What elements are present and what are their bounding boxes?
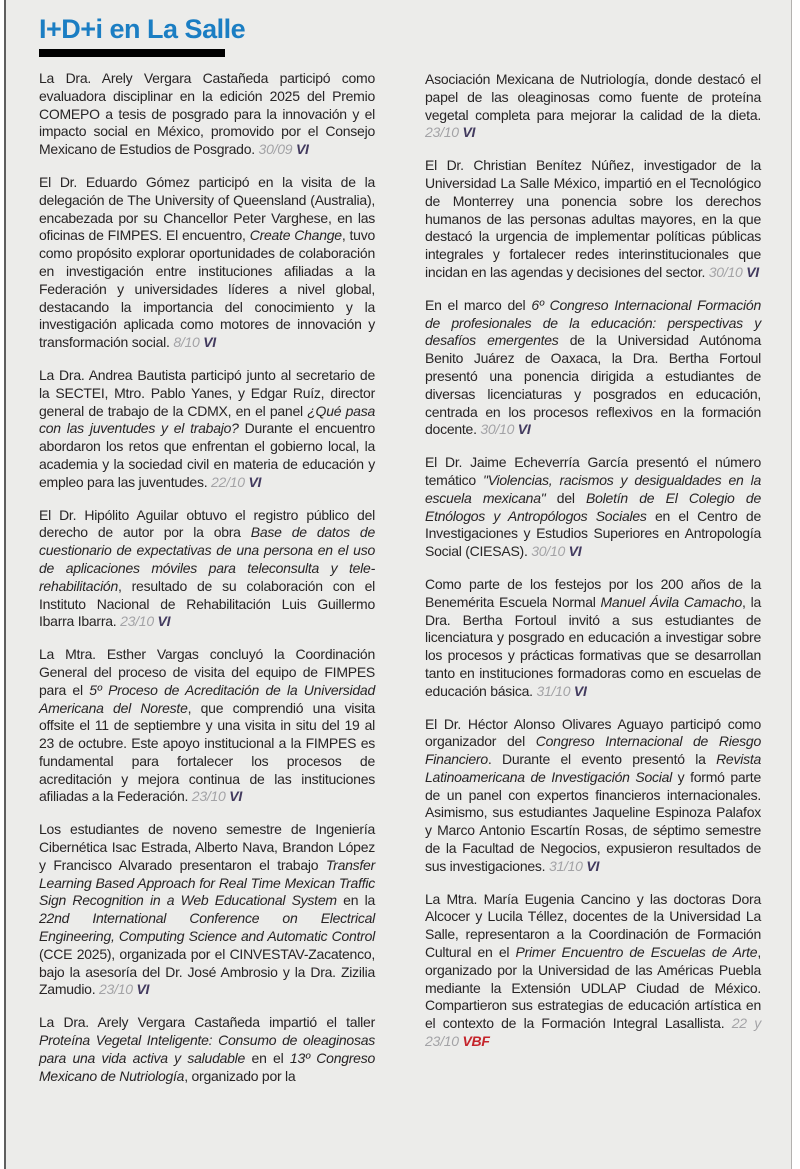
column-left xyxy=(39,14,375,1100)
author-initials: VI xyxy=(157,613,171,630)
text-run: En el marco del xyxy=(425,296,532,313)
entry-date: 31/10 xyxy=(536,682,571,699)
news-paragraph xyxy=(425,891,761,1051)
author-initials: VI xyxy=(229,788,242,805)
text-run: Asociación Mexicana de Nutriología, donde destacó el papel de las oleaginosas como fuente de proteína vegetal completa para mejorar la calidad de la dieta. xyxy=(425,71,761,123)
italic-text-run: Congreso Internacional de Riesgo Financiero xyxy=(425,733,761,768)
italic-text-run: ¿Qué pasa con las juventudes y el trabajo? xyxy=(39,402,375,437)
column-right-paragraphs xyxy=(425,71,761,1051)
author-initials: VI xyxy=(462,124,476,141)
author-initials: VI xyxy=(248,473,262,490)
entry-date: 8/10 xyxy=(173,334,200,351)
text-run: . Durante el evento presentó la xyxy=(487,751,717,768)
news-paragraph xyxy=(39,507,375,632)
author-initials: VI xyxy=(573,682,587,699)
news-paragraph xyxy=(39,646,375,806)
news-paragraph xyxy=(425,716,761,876)
entry-date: 23/10 xyxy=(191,788,226,805)
section-header xyxy=(39,14,375,57)
italic-text-run: Boletín de El Colegio de Etnólogos y Antropólogos Sociales xyxy=(425,489,761,524)
italic-text-run: 5º Proceso de Acreditación de la Universidad Americana del Noreste xyxy=(39,681,375,716)
text-run: de la Universidad Autónoma Benito Juárez de Oaxaca, la Dra. Bertha Fortoul presentó una ponencia dirigida a estudiantes de diversas licenciaturas y posgrados en educación, centrada en los procesos reflexivos en la formación docente. xyxy=(425,332,761,438)
news-paragraph xyxy=(39,367,375,492)
text-run: , tuvo como propósito explorar oportunidades de colaboración en investigación entre instituciones afiliadas a la Federación y universidades líderes a nivel global, destacando la importancia del conocimiento y la investigación aplicada como motores de innovación y transformación social. xyxy=(39,227,375,351)
text-run: El Dr. Hipólito Aguilar obtuvo el registro público del derecho de autor por la obra xyxy=(39,506,375,541)
italic-text-run: Revista Latinoamericana de Investigación Social xyxy=(425,751,761,785)
text-run: La Mtra. Esther Vargas concluyó la Coordinación General del proceso de visita del equipo de FIMPES para el xyxy=(39,646,375,698)
entry-date: 23/10 xyxy=(425,124,459,141)
entry-date: 30/10 xyxy=(480,421,515,438)
italic-text-run: "Violencias, racismos y desigualdades en la escuela mexicana" xyxy=(425,471,761,506)
text-run: Como parte de los festejos por los 200 años de la Benemérita Escuela Normal xyxy=(425,575,761,610)
news-paragraph xyxy=(39,821,375,999)
italic-text-run: Primer Encuentro de Escuelas de Arte xyxy=(515,944,758,961)
author-initials: VI xyxy=(586,857,600,874)
italic-text-run: 13º Congreso Mexicano de Nutriología xyxy=(39,1049,375,1084)
column-right xyxy=(425,14,761,1100)
italic-text-run: Create Change xyxy=(249,227,342,244)
text-run: , resultado de su colaboración con el Instituto Nacional de Rehabilitación Luis Guillermo Ibarra Ibarra. xyxy=(39,577,375,630)
italic-text-run: Transfer Learning Based Approach for Real Time Mexican Traffic Sign Recognition in a Web Educational System xyxy=(39,856,375,909)
text-run: La Dra. Arely Vergara Castañeda participó como evaluadora disciplinar en la edición 2025 del Premio COMEPO a tesis de posgrado para la innovación y el impacto social en México, promovido por el Consejo Mexicano de Estudios de Posgrado. xyxy=(39,70,375,158)
text-run: El Dr. Héctor Alonso Olivares Aguayo participó como organizador del xyxy=(425,715,761,750)
text-run: (CCE 2025), organizada por el CINVESTAV-Zacatenco, bajo la asesoría del Dr. José Ambrosio y la Dra. Zizilia Zamudio. xyxy=(39,945,375,998)
text-run: en la xyxy=(336,892,376,909)
text-run: , organizado por la Universidad de las Américas Puebla mediante la Extensión UDLAP Ciudad de México. Compartieron sus estrategias de educación artística en el contexto de la Formación Integral Lasallista. xyxy=(425,944,761,1032)
news-paragraph xyxy=(39,174,375,352)
entry-date: 31/10 xyxy=(548,857,583,874)
author-initials: VBF xyxy=(462,1033,490,1050)
news-paragraph xyxy=(425,576,761,701)
text-run: La Dra. Andrea Bautista participó junto al secretario de la SECTEI, Mtro. Pablo Yanes, y Edgar Ruíz, director general de trabajo de la CDMX, en el panel xyxy=(39,366,375,419)
news-paragraph xyxy=(425,297,761,439)
text-run: , organizado por la xyxy=(184,1067,296,1084)
news-paragraph xyxy=(425,157,761,282)
text-run: El Dr. Christian Benítez Núñez, investigador de la Universidad La Salle México, impartió en el Tecnológico de Monterrey una ponencia sobre los derechos humanos de las personas adultas mayores, en la que destacó la urgencia de implementar políticas públicas integrales y fortalecer redes interinstitucionales que incidan en las agendas y decisiones del sector. xyxy=(425,157,761,280)
entry-date: 30/09 xyxy=(258,141,293,158)
text-run: en el xyxy=(245,1049,290,1066)
title-underline-bar xyxy=(39,49,225,57)
text-run: El Dr. Jaime Echeverría García presentó el número temático xyxy=(425,454,761,488)
text-run: Durante el encuentro abordaron los retos que enfrentan el gobierno local, la academia y la sociedad civil en materia de educación y empleo para las juventudes. xyxy=(39,420,376,490)
entry-date: 23/10 xyxy=(120,613,154,630)
author-initials: VI xyxy=(136,981,150,998)
entry-date: 23/10 xyxy=(99,981,133,998)
text-run: del xyxy=(545,489,587,506)
section-title: I+D+i en La Salle xyxy=(39,14,246,44)
text-run: , que comprendió una visita offsite el 11 de septiembre y una visita in situ del 19 al 23 de octubre. Este apoyo institucional a la FIMPES es fundamental para fortalecer los procesos de acreditación y mejora continua de las instituciones afiliadas a la Federación. xyxy=(39,699,375,805)
text-run: La Dra. Arely Vergara Castañeda impartió el taller xyxy=(39,1014,375,1031)
news-paragraph xyxy=(39,70,375,159)
author-initials: VI xyxy=(203,334,216,351)
author-initials: VI xyxy=(295,141,309,158)
italic-text-run: Proteína Vegetal Inteligente: Consumo de oleaginosas para una vida activa y saludable xyxy=(39,1032,375,1066)
entry-date: 22/10 xyxy=(211,473,245,490)
italic-text-run: 6º Congreso Internacional Formación de profesionales de la educación: perspectivas y desafíos emergentes xyxy=(425,296,761,349)
italic-text-run: 22nd International Conference on Electrical Engineering, Computing Science and Automatic Control xyxy=(39,910,375,945)
news-paragraph xyxy=(425,454,761,561)
text-run: en el Centro de Investigaciones y Estudios Superiores en Antropología Social (CIESAS). xyxy=(425,507,761,560)
entry-date: 22 y 23/10 xyxy=(425,1015,761,1050)
author-initials: VI xyxy=(746,263,759,280)
entry-date: 30/10 xyxy=(708,263,743,280)
entry-date: 30/10 xyxy=(531,543,566,560)
news-paragraph xyxy=(425,71,761,142)
two-column-layout xyxy=(39,14,763,1100)
text-run: Los estudiantes de noveno semestre de Ingeniería Cibernética Isac Estrada, Alberto Nava, Brandon López y Francisco Alvarado presentaron el trabajo xyxy=(39,821,375,873)
italic-text-run: Manuel Ávila Camacho xyxy=(600,593,743,610)
column-left-paragraphs xyxy=(39,70,375,1085)
text-run: y formó parte de un panel con expertos financieros internacionales. Asimismo, sus estudiantes Jaqueline Espinoza Palafox y Marco Antonio Escartín Rosas, de séptimo semestre de la Facultad de Negocios, expusieron resultados de sus investigaciones. xyxy=(425,768,761,874)
italic-text-run: Base de datos de cuestionario de expectativas de una persona en el uso de aplicaciones móviles para teleconsulta y tele-rehabilitación xyxy=(39,524,375,594)
author-initials: VI xyxy=(517,421,531,438)
text-run: , la Dra. Bertha Fortoul invitó a sus estudiantes de licenciatura y posgrado en educación a investigar sobre los procesos y prácticas formativas que se desarrollan tanto en instituciones formadoras como en escuelas de educación básica. xyxy=(425,593,761,699)
text-run: La Mtra. María Eugenia Cancino y las doctoras Dora Alcocer y Lucila Téllez, docentes de la Universidad La Salle, representaron a la Coordinación de Formación Cultural en el xyxy=(425,890,761,961)
author-initials: VI xyxy=(568,543,582,560)
news-paragraph xyxy=(39,1014,375,1085)
newsletter-page xyxy=(4,0,792,1169)
text-run: El Dr. Eduardo Gómez participó en la visita de la delegación de The University of Queensland (Australia), encabezada por su Chancellor Peter Varghese, en las oficinas de FIMPES. El encuentro, xyxy=(39,173,375,244)
